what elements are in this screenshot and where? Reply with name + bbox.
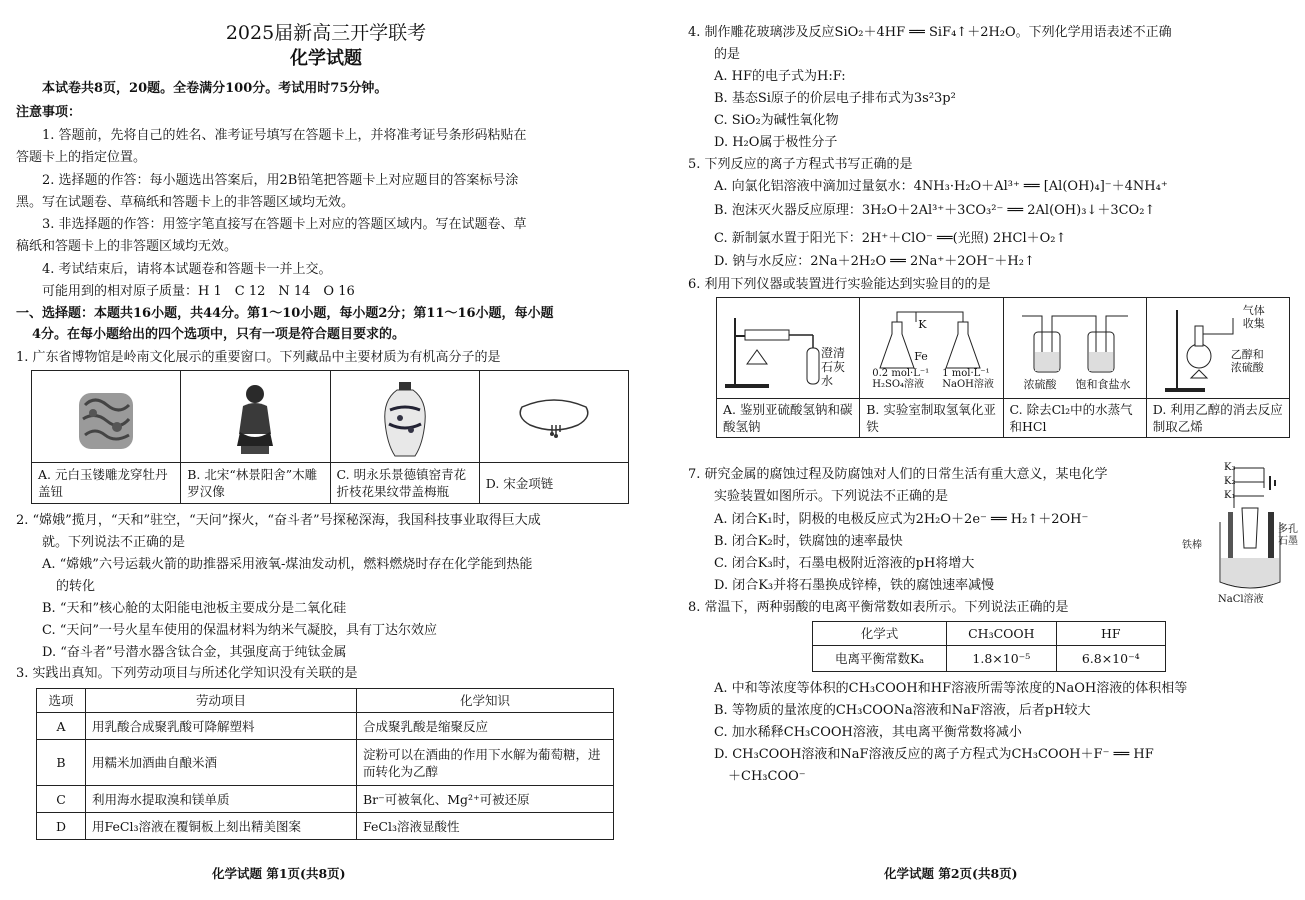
question-7-option: B. 闭合K₂时，铁腐蚀的速率最快: [714, 534, 903, 549]
question-4-option: C. SiO₂为碱性氧化物: [714, 113, 839, 128]
question-7-option: D. 闭合K₃并将石墨换成锌棒，铁的腐蚀速率减慢: [714, 578, 995, 593]
table-cell: 用糯米加酒曲自酿米酒: [86, 740, 357, 786]
table-cell: D: [37, 813, 86, 840]
exam-page-1: [16, 0, 636, 900]
table-row: [813, 646, 1166, 672]
table-cell: 淀粉可以在酒曲的作用下水解为葡萄糖，进而转化为乙醇: [357, 740, 614, 786]
question-5-option: A. 向氯化铝溶液中滴加过量氨水：4NH₃·H₂O＋Al³⁺ ══ [Al(OH)₄]⁻＋4NH₄⁺: [714, 179, 1168, 194]
graphite-label: [1278, 524, 1298, 548]
option-a-label: A. 元白玉镂雕龙穿牡丹盖钮: [32, 463, 181, 504]
option-b-label: B. 北宋“林景阳舍”木雕罗汉像: [181, 463, 330, 504]
table-cell: FeCl₃溶液显酸性: [357, 813, 614, 840]
question-1-options-table: [31, 370, 629, 504]
h2so4-name: H₂SO₄溶液: [872, 379, 925, 390]
k2-label: K₂: [1224, 476, 1236, 487]
question-1-stem: 1. 广东省博物馆是岭南文化展示的重要窗口。下列藏品中主要材质为有机高分子的是: [16, 350, 501, 365]
table-header: 化学知识: [357, 689, 614, 713]
valve-k-label: K: [918, 318, 927, 331]
option-c-label: C. 明永乐景德镇窑青花折枝花果纹带盖梅瓶: [330, 463, 479, 504]
page-footer: 化学试题 第2页(共8页): [884, 866, 1018, 881]
apparatus-d: [1146, 298, 1289, 399]
question-8-option: D. CH₃COOH溶液和NaF溶液反应的离子方程式为CH₃COOH＋F⁻ ══ HF: [714, 747, 1154, 762]
fe-label: Fe: [914, 350, 928, 363]
h2so4-conc: 0.2 mol·L⁻¹: [872, 368, 930, 379]
section-heading-cont: 4分。在每小题给出的四个选项中，只有一项是符合题目要求的。: [32, 327, 406, 342]
apparatus-a: [717, 298, 860, 399]
question-8-option-cont: ＋CH₃COO⁻: [728, 769, 806, 784]
iron-rod-label: 铁棒: [1182, 540, 1202, 551]
table-cell: 利用海水提取溴和镁单质: [86, 786, 357, 813]
ethanol-label: 乙醇和: [1230, 348, 1264, 361]
question-5-option: C. 新制氯水置于阳光下：2H⁺＋ClO⁻ ══(光照) 2HCl＋O₂↑: [714, 231, 1067, 246]
gas-collect-label: [1243, 304, 1265, 330]
table-cell: 用FeCl₃溶液在覆铜板上刻出精美图案: [86, 813, 357, 840]
notice-line: 2. 选择题的作答：每小题选出答案后，用2B铅笔把答题卡上对应题目的答案标号涂: [42, 173, 519, 188]
naoh-name: NaOH溶液: [942, 379, 994, 390]
table-header: 选项: [37, 689, 86, 713]
k3-label: K₃: [1224, 462, 1236, 473]
question-4-line: 的是: [714, 47, 741, 62]
porous-label: 多孔: [1278, 524, 1298, 535]
question-4-option: A. HF的电子式为H:F:: [714, 69, 846, 84]
table-cell: 6.8×10⁻⁴: [1056, 646, 1165, 672]
naoh-conc: 1 mol·L⁻¹: [942, 368, 990, 379]
notice-line: 4. 考试结束后，请将本试题卷和答题卡一并上交。: [42, 262, 332, 277]
question-4-line: 4. 制作雕花玻璃涉及反应SiO₂＋4HF ══ SiF₄↑＋2H₂O。下列化学用语表述不正确: [688, 25, 1172, 40]
jade-carving-image: [32, 371, 181, 463]
question-7-option: A. 闭合K₁时，阴极的电极反应式为2H₂O＋2e⁻ ══ H₂↑＋2OH⁻: [714, 512, 1089, 527]
notice-line: 稿纸和答题卡上的非答题区域均无效。: [16, 239, 238, 254]
notice-line: 1. 答题前，先将自己的姓名、准考证号填写在答题卡上，并将准考证号条形码粘贴在: [42, 128, 527, 143]
question-4-option: D. H₂O属于极性分子: [714, 135, 838, 150]
table-row: [37, 813, 614, 840]
option-a-label: A. 鉴别亚硫酸氢钠和碳酸氢钠: [717, 399, 860, 438]
electrochemical-cell-figure: [1182, 462, 1300, 605]
necklace-image: [479, 371, 628, 463]
question-2-line: 2. “嫦娥”揽月，“天和”驻空，“天问”探火，“奋斗者”号探秘深海，我国科技事业取得巨大成: [16, 513, 541, 528]
question-7-line: 7. 研究金属的腐蚀过程及防腐蚀对人们的日常生活有重大意义，某电化学: [688, 467, 1108, 482]
apparatus-c: [1003, 298, 1146, 399]
question-8-stem: 8. 常温下，两种弱酸的电离平衡常数如表所示。下列说法正确的是: [688, 600, 1069, 615]
table-cell: B: [37, 740, 86, 786]
table-header: HF: [1056, 622, 1165, 646]
exam-subject: 化学试题: [290, 48, 362, 69]
question-3-table: [36, 688, 614, 840]
sulfuric-label: 浓硫酸: [1230, 361, 1264, 374]
question-8-option: B. 等物质的量浓度的CH₃COONa溶液和NaF溶液，后者pH较大: [714, 703, 1091, 718]
exam-page-2: [688, 0, 1305, 900]
nacl-solution-label: NaCl溶液: [1218, 594, 1264, 605]
question-8-option: C. 加水稀释CH₃COOH溶液，其电离平衡常数将减小: [714, 725, 1022, 740]
graphite-word: 石墨: [1278, 536, 1298, 547]
question-3-stem: 3. 实践出真知。下列劳动项目与所述化学知识没有关联的是: [16, 666, 358, 681]
ethanol-mix-label: [1231, 348, 1264, 374]
question-2-option-cont: 的转化: [56, 579, 96, 594]
question-2-option: A. “嫦娥”六号运载火箭的助推器采用液氧-煤油发动机，燃料燃烧时存在化学能到热能: [42, 557, 533, 572]
table-cell: 合成聚乳酸是缩聚反应: [357, 713, 614, 740]
gas-label: 气体: [1242, 304, 1265, 317]
table-row: [37, 786, 614, 813]
exam-info: 本试卷共8页，20题。全卷满分100分。考试用时75分钟。: [42, 81, 388, 96]
question-5-stem: 5. 下列反应的离子方程式书写正确的是: [688, 157, 913, 172]
option-d-label: D. 利用乙醇的消去反应制取乙烯: [1146, 399, 1289, 438]
collect-label: 收集: [1242, 317, 1265, 330]
table-cell: Br⁻可被氧化、Mg²⁺可被还原: [357, 786, 614, 813]
question-5-option: D. 钠与水反应：2Na＋2H₂O ══ 2Na⁺＋2OH⁻＋H₂↑: [714, 254, 1035, 269]
table-cell: A: [37, 713, 86, 740]
option-c-label: C. 除去Cl₂中的水蒸气和HCl: [1003, 399, 1146, 438]
question-4-option: B. 基态Si原子的价层电子排布式为3s²3p²: [714, 91, 956, 106]
k1-label: K₁: [1224, 490, 1236, 501]
wood-arhat-image: [181, 371, 330, 463]
table-row: [37, 713, 614, 740]
notice-line: 3. 非选择题的作答：用签字笔直接写在答题卡上对应的答题区域内。写在试题卷、草: [42, 217, 527, 232]
table-row: [37, 740, 614, 786]
section-heading: 一、选择题：本题共16小题，共44分。第1～10小题，每小题2分；第11～16小题，每小题: [16, 306, 554, 321]
table-cell: 电离平衡常数Kₐ: [813, 646, 947, 672]
table-header: CH₃COOH: [947, 622, 1056, 646]
option-d-label: D. 宋金项链: [479, 463, 628, 504]
naoh-label: [942, 368, 994, 390]
question-8-table: [812, 621, 1166, 672]
question-2-option: D. “奋斗者”号潜水器含钛合金，其强度高于纯钛金属: [42, 645, 347, 660]
question-6-apparatus-table: [716, 297, 1290, 438]
atomic-mass-line: 可能用到的相对原子质量：H 1 C 12 N 14 O 16: [42, 284, 355, 299]
question-5-option: B. 泡沫灭火器反应原理：3H₂O＋2Al³⁺＋3CO₃²⁻ ══ 2Al(OH)₃↓＋3CO₂↑: [714, 203, 1156, 218]
question-7-line: 实验装置如图所示。下列说法不正确的是: [714, 489, 949, 504]
apparatus-b: [860, 298, 1003, 399]
table-header: 化学式: [813, 622, 947, 646]
notice-line: 答题卡上的指定位置。: [16, 150, 147, 165]
question-6-stem: 6. 利用下列仪器或装置进行实验能达到实验目的的是: [688, 277, 991, 292]
question-7-option: C. 闭合K₃时，石墨电极附近溶液的pH将增大: [714, 556, 975, 571]
meiping-vase-image: [330, 371, 479, 463]
lime-water-label: 澄清石灰水: [821, 346, 846, 388]
question-8-option: A. 中和等浓度等体积的CH₃COOH和HF溶液所需等浓度的NaOH溶液的体积相等: [714, 681, 1188, 696]
notice-line: 黑。写在试题卷、草稿纸和答题卡上的非答题区域均无效。: [16, 195, 355, 210]
question-2-option: C. “天问”一号火星车使用的保温材料为纳米气凝胶，具有丁达尔效应: [42, 623, 438, 638]
option-b-label: B. 实验室制取氢氧化亚铁: [860, 399, 1003, 438]
notice-heading: 注意事项：: [16, 105, 82, 120]
question-2-option: B. “天和”核心舱的太阳能电池板主要成分是二氧化硅: [42, 601, 347, 616]
question-2-line: 就。下列说法不正确的是: [42, 535, 186, 550]
page-footer: 化学试题 第1页(共8页): [212, 866, 346, 881]
exam-title: 2025届新高三开学联考: [225, 22, 427, 44]
conc-sulfuric-label: 浓硫酸: [1023, 378, 1057, 391]
h2so4-label: [872, 368, 929, 390]
table-header: 劳动项目: [86, 689, 357, 713]
table-cell: 1.8×10⁻⁵: [947, 646, 1056, 672]
table-cell: 用乳酸合成聚乳酸可降解塑料: [86, 713, 357, 740]
table-cell: C: [37, 786, 86, 813]
brine-label: 饱和食盐水: [1075, 378, 1131, 391]
